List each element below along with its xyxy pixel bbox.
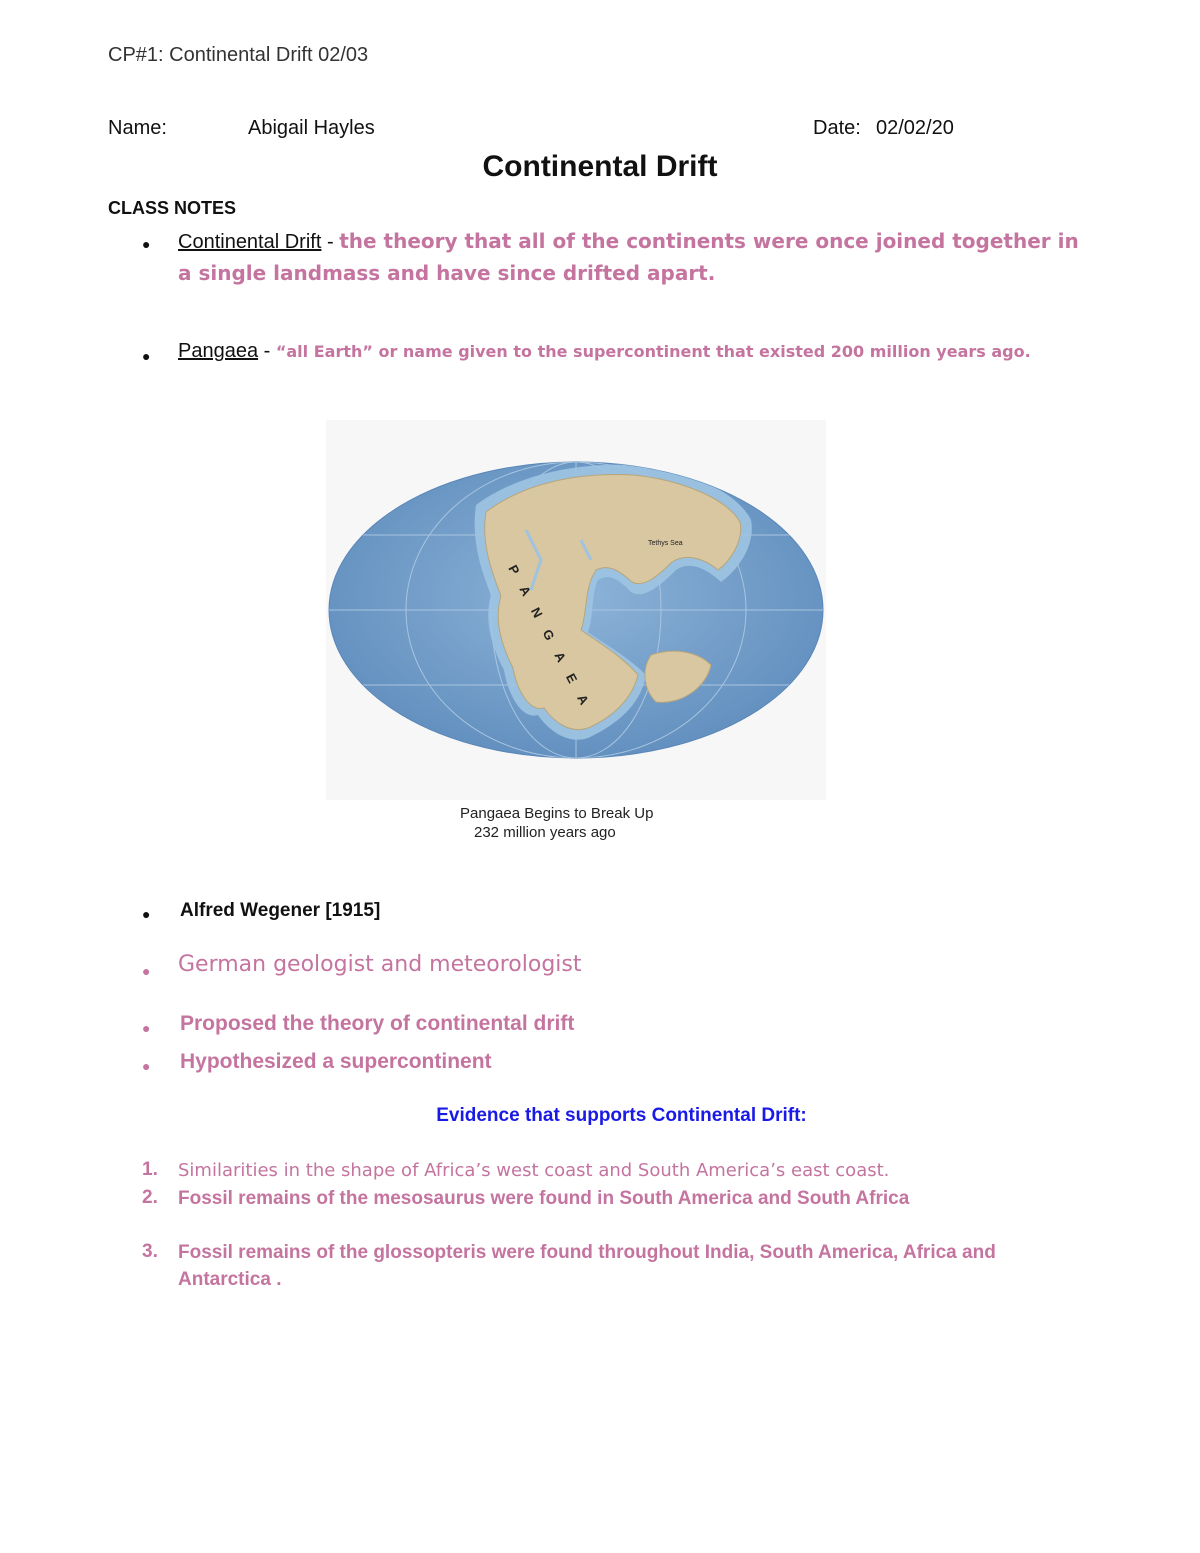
note-term: Pangaea (178, 340, 259, 362)
bullet-icon: ● (142, 348, 151, 364)
evidence-number: 1. (142, 1159, 158, 1180)
page-title: Continental Drift (482, 150, 718, 183)
evidence-number: 3. (142, 1241, 158, 1262)
evidence-item: Fossil remains of the mesosaurus were found in South America and South Africa (178, 1188, 910, 1209)
evidence-item: Similarities in the shape of Africa’s west coast and South America’s east coast. (178, 1160, 890, 1181)
bullet-icon: ● (142, 1058, 151, 1074)
note-continental-drift (178, 226, 1093, 289)
note-term: Continental Drift (178, 231, 322, 253)
bullet-icon: ● (142, 1020, 151, 1036)
section-label: CLASS NOTES (108, 198, 237, 218)
bullet-icon: ● (142, 906, 151, 922)
sea-label: Tethys Sea (648, 540, 683, 547)
wegener-heading: Alfred Wegener [1915] (180, 900, 381, 921)
wegener-item: Hypothesized a supercontinent (180, 1050, 492, 1073)
evidence-item: Fossil remains of the glossopteris were found throughout India, South America, Africa and Antarctica . (178, 1242, 996, 1290)
note-pangaea (178, 340, 1093, 363)
document-header: CP#1: Continental Drift 02/03 (108, 44, 369, 66)
note-definition: the theory that all of the continents were once joined together in a single landmass and have since drifted apart. (178, 229, 1079, 285)
name-label: Name: (108, 117, 167, 139)
evidence-number: 2. (142, 1187, 158, 1208)
bullet-icon: ● (142, 236, 151, 252)
name-value: Abigail Hayles (248, 117, 375, 139)
figure-caption-line2: 232 million years ago (474, 824, 616, 841)
note-separator: - (258, 340, 276, 362)
note-separator: - (321, 231, 340, 253)
wegener-item: Proposed the theory of continental drift (180, 1012, 575, 1035)
evidence-heading: Evidence that supports Continental Drift: (436, 1105, 807, 1126)
map-label: P A N G A E A (505, 562, 595, 713)
bullet-icon: ● (142, 963, 151, 979)
date-value: 02/02/20 (876, 117, 954, 139)
figure-caption-line1: Pangaea Begins to Break Up (460, 805, 654, 822)
pangaea-map-image (326, 420, 826, 800)
date-label: Date: (813, 117, 861, 139)
wegener-item: German geologist and meteorologist (178, 952, 582, 977)
note-definition: “all Earth” or name given to the supercontinent that existed 200 million years ago. (275, 342, 1031, 361)
